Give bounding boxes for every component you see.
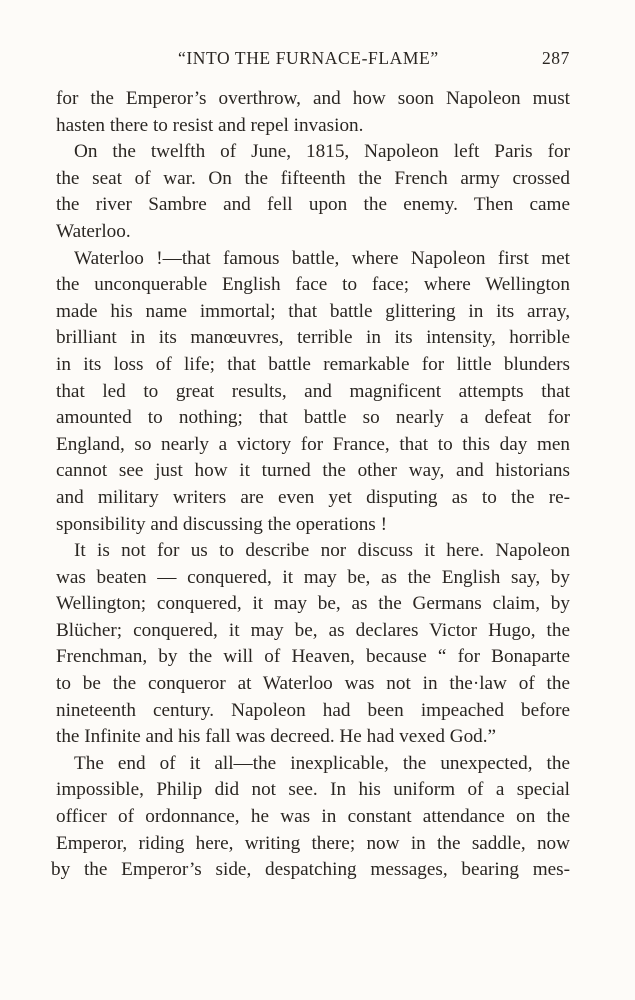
- text-line: for the Emperor’s overthrow, and how soon Napoleon must: [56, 88, 570, 109]
- text-line: and military writers are even yet disputing as to the re-: [56, 486, 570, 508]
- text-line: sponsibility and discussing the operations !: [56, 513, 387, 535]
- text-line: Waterloo.: [56, 220, 131, 242]
- text-line: that led to great results, and magnificent attempts that: [56, 380, 570, 402]
- page-number: 287: [541, 48, 570, 68]
- running-head: [56, 46, 570, 70]
- text-line: Frenchman, by the will of Heaven, because “ for Bonaparte: [56, 646, 570, 668]
- text-line: made his name immortal; that battle glittering in its array,: [56, 300, 570, 322]
- text-line: England, so nearly a victory for France, that to this day men: [56, 433, 570, 455]
- text-line: brilliant in its manœuvres, terrible in its intensity, horrible: [56, 327, 570, 349]
- text-line: impossible, Philip did not see. In his uniform of a special: [56, 779, 570, 801]
- text-line: amounted to nothing; that battle so nearly a defeat for: [56, 407, 570, 429]
- text-line: in its loss of life; that battle remarkable for little blunders: [56, 353, 570, 375]
- text-line: the seat of war. On the fifteenth the French army crossed: [56, 167, 570, 189]
- text-line: to be the conqueror at Waterloo was not in the·law of the: [56, 673, 570, 695]
- text-line: On the twelfth of June, 1815, Napoleon left Paris for: [74, 141, 570, 163]
- text-line: Waterloo !—that famous battle, where Napoleon first met: [74, 247, 570, 269]
- text-line: nineteenth century. Napoleon had been impeached before: [56, 699, 570, 721]
- text-line: was beaten — conquered, it may be, as the English say, by: [56, 566, 570, 588]
- text-line: It is not for us to describe nor discuss it here. Napoleon: [74, 540, 570, 562]
- text-line: the Infinite and his fall was decreed. He had vexed God.”: [56, 726, 497, 748]
- text-line: Wellington; conquered, it may be, as the Germans claim, by: [56, 593, 570, 615]
- running-title: “INTO THE FURNACE-FLAME”: [178, 48, 439, 68]
- text-line: cannot see just how it turned the other way, and historians: [56, 460, 570, 482]
- text-line: hasten there to resist and repel invasion.: [56, 114, 364, 136]
- text-line: the river Sambre and fell upon the enemy. Then came: [56, 194, 570, 216]
- text-line: the unconquerable English face to face; where Wellington: [56, 274, 570, 296]
- text-line: by the Emperor’s side, despatching messages, bearing mes-: [51, 859, 570, 881]
- text-line: The end of it all—the inexplicable, the unexpected, the: [74, 752, 570, 774]
- text-line: Emperor, riding here, writing there; now in the saddle, now: [56, 832, 570, 854]
- body-text: [51, 86, 570, 884]
- text-line: Blücher; conquered, it may be, as declares Victor Hugo, the: [56, 619, 570, 641]
- text-line: officer of ordonnance, he was in constant attendance on the: [56, 806, 570, 828]
